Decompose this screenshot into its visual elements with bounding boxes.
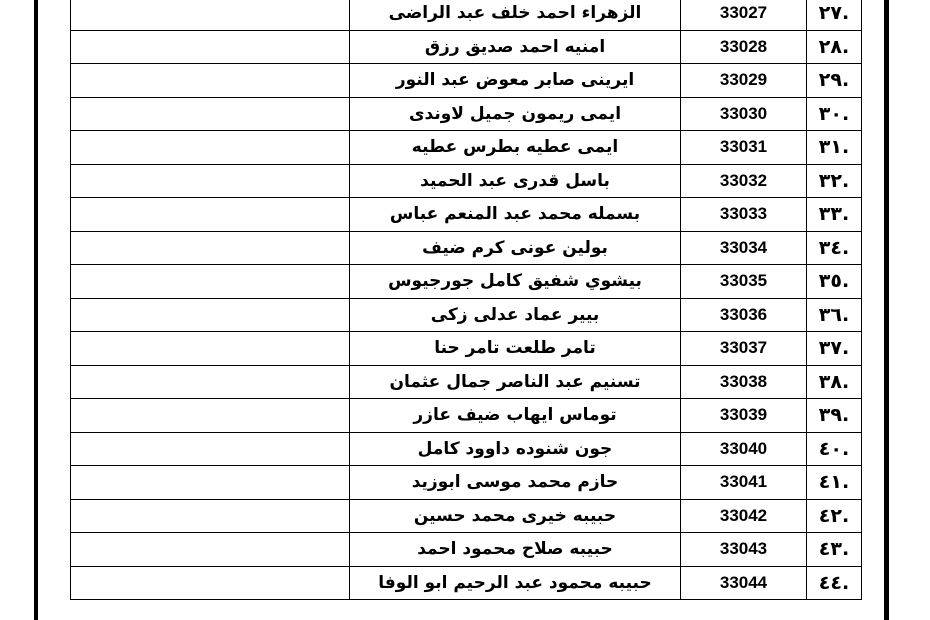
table-row bbox=[71, 432, 862, 466]
row-index: .٣٢ bbox=[807, 164, 862, 198]
table-row bbox=[71, 332, 862, 366]
blank-cell bbox=[71, 0, 350, 30]
table-row bbox=[71, 231, 862, 265]
row-index: .٢٩ bbox=[807, 64, 862, 98]
table-row bbox=[71, 164, 862, 198]
student-code: 33034 bbox=[681, 231, 807, 265]
table-row bbox=[71, 198, 862, 232]
student-code: 33044 bbox=[681, 566, 807, 600]
student-name: بيير عماد عدلى زكى bbox=[350, 298, 681, 332]
student-code: 33035 bbox=[681, 265, 807, 299]
student-name: بولين عونى كرم ضيف bbox=[350, 231, 681, 265]
student-name: تسنيم عبد الناصر جمال عثمان bbox=[350, 365, 681, 399]
blank-cell bbox=[71, 265, 350, 299]
row-index: .٤٢ bbox=[807, 499, 862, 533]
blank-cell bbox=[71, 332, 350, 366]
blank-cell bbox=[71, 97, 350, 131]
student-code: 33040 bbox=[681, 432, 807, 466]
student-name: توماس ايهاب ضيف عازر bbox=[350, 399, 681, 433]
student-code: 33036 bbox=[681, 298, 807, 332]
student-code: 33029 bbox=[681, 64, 807, 98]
row-index: .٣٥ bbox=[807, 265, 862, 299]
table-row bbox=[71, 64, 862, 98]
student-name: امنيه احمد صديق رزق bbox=[350, 30, 681, 64]
blank-cell bbox=[71, 499, 350, 533]
blank-cell bbox=[71, 432, 350, 466]
student-code: 33031 bbox=[681, 131, 807, 165]
student-name: جون شنوده داوود كامل bbox=[350, 432, 681, 466]
student-name: ايرينى صابر معوض عبد النور bbox=[350, 64, 681, 98]
row-index: .٣٠ bbox=[807, 97, 862, 131]
table-row bbox=[71, 466, 862, 500]
row-index: .٤١ bbox=[807, 466, 862, 500]
blank-cell bbox=[71, 298, 350, 332]
blank-cell bbox=[71, 231, 350, 265]
student-code: 33028 bbox=[681, 30, 807, 64]
student-code: 33042 bbox=[681, 499, 807, 533]
student-name: تامر طلعت تامر حنا bbox=[350, 332, 681, 366]
row-index: .٤٠ bbox=[807, 432, 862, 466]
blank-cell bbox=[71, 533, 350, 567]
table-row bbox=[71, 365, 862, 399]
student-code: 33030 bbox=[681, 97, 807, 131]
student-name: حبيبه صلاح محمود احمد bbox=[350, 533, 681, 567]
table-row bbox=[71, 131, 862, 165]
student-name: بسمله محمد عبد المنعم عباس bbox=[350, 198, 681, 232]
roster-body bbox=[71, 0, 862, 600]
row-index: .٣٣ bbox=[807, 198, 862, 232]
student-name: ايمى عطيه بطرس عطيه bbox=[350, 131, 681, 165]
table-row bbox=[71, 399, 862, 433]
blank-cell bbox=[71, 30, 350, 64]
row-index: .٢٨ bbox=[807, 30, 862, 64]
student-code: 33038 bbox=[681, 365, 807, 399]
page-border-left bbox=[34, 0, 38, 620]
table-row bbox=[71, 298, 862, 332]
blank-cell bbox=[71, 365, 350, 399]
row-index: .٣٨ bbox=[807, 365, 862, 399]
student-name: حبيبه محمود عبد الرحيم ابو الوفا bbox=[350, 566, 681, 600]
table-row bbox=[71, 30, 862, 64]
student-name: بيشوي شفيق كامل جورجيوس bbox=[350, 265, 681, 299]
table-row bbox=[71, 566, 862, 600]
row-index: .٣٦ bbox=[807, 298, 862, 332]
student-code: 33033 bbox=[681, 198, 807, 232]
row-index: .٣١ bbox=[807, 131, 862, 165]
table-row bbox=[71, 97, 862, 131]
student-code: 33032 bbox=[681, 164, 807, 198]
table-row bbox=[71, 265, 862, 299]
student-code: 33043 bbox=[681, 533, 807, 567]
blank-cell bbox=[71, 198, 350, 232]
row-index: .٣٧ bbox=[807, 332, 862, 366]
student-code: 33041 bbox=[681, 466, 807, 500]
table-row bbox=[71, 499, 862, 533]
page-border-right bbox=[884, 0, 889, 620]
student-name: ايمى ريمون جميل لاوندى bbox=[350, 97, 681, 131]
student-name: الزهراء احمد خلف عبد الراضى bbox=[350, 0, 681, 30]
student-name: باسل قدرى عبد الحميد bbox=[350, 164, 681, 198]
student-name: حازم محمد موسى ابوزيد bbox=[350, 466, 681, 500]
row-index: .٤٣ bbox=[807, 533, 862, 567]
student-roster-table bbox=[70, 0, 862, 600]
table-row bbox=[71, 533, 862, 567]
blank-cell bbox=[71, 64, 350, 98]
blank-cell bbox=[71, 131, 350, 165]
student-code: 33037 bbox=[681, 332, 807, 366]
row-index: .٤٤ bbox=[807, 566, 862, 600]
blank-cell bbox=[71, 399, 350, 433]
student-code: 33027 bbox=[681, 0, 807, 30]
row-index: .٣٤ bbox=[807, 231, 862, 265]
row-index: .٢٧ bbox=[807, 0, 862, 30]
blank-cell bbox=[71, 164, 350, 198]
row-index: .٣٩ bbox=[807, 399, 862, 433]
blank-cell bbox=[71, 566, 350, 600]
blank-cell bbox=[71, 466, 350, 500]
table-row bbox=[71, 0, 862, 30]
student-code: 33039 bbox=[681, 399, 807, 433]
student-name: حبيبه خيرى محمد حسين bbox=[350, 499, 681, 533]
